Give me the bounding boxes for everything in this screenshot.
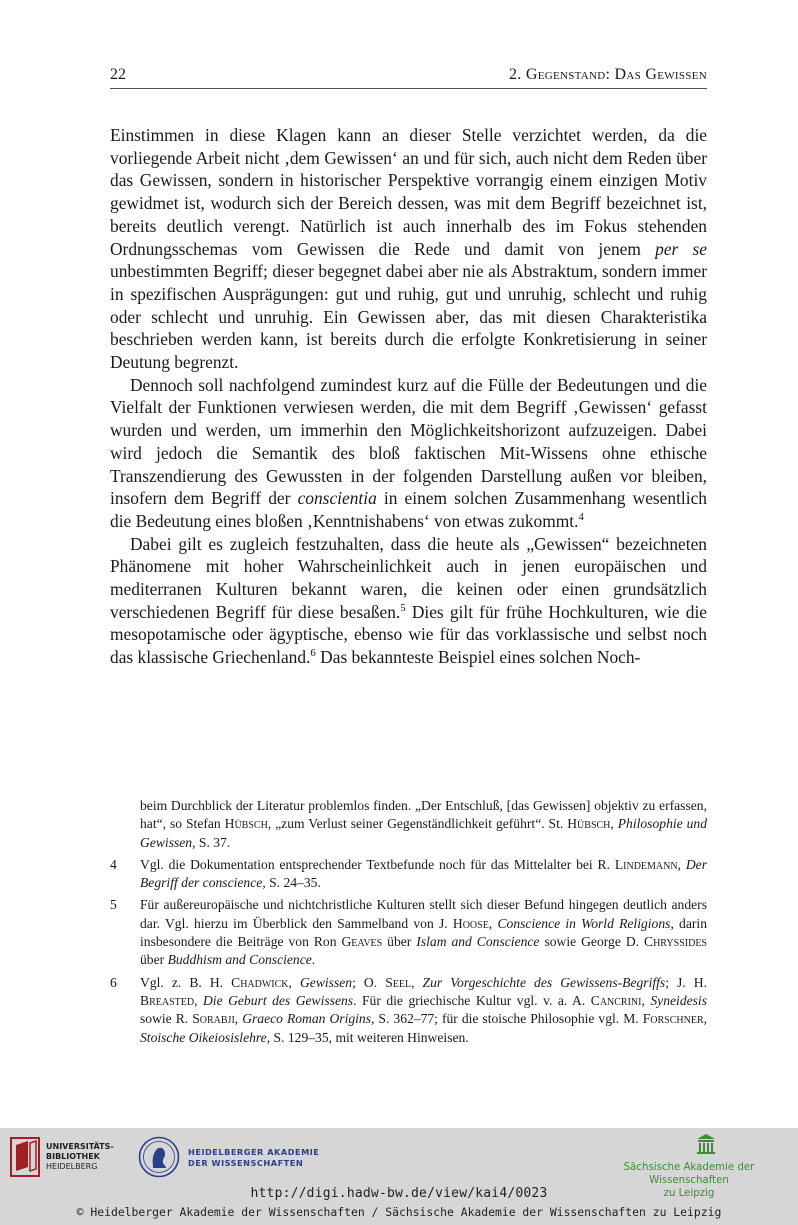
footnote-number: 5 — [110, 897, 117, 913]
page-number: 22 — [110, 66, 126, 83]
running-head: 2. Gegenstand: Das Gewissen — [508, 66, 707, 83]
page-header — [110, 66, 707, 89]
footnote-5: 5 Für außereuropäische und nichtchristliche Kulturen stellt sich dieser Befund hingegen deutlich anders dar. Vgl. hierzu im Überblick den Sammelband von J. Hoose, Conscience in World Religions, darin insbesondere die Beiträge von Ron Geaves über Islam and Conscience sowie George D. Chryssides über Buddhism and Conscience. — [110, 897, 707, 968]
hadw-logo-text: HEIDELBERGER AKADEMIE DER WISSENSCHAFTEN — [188, 1147, 320, 1168]
hadw-seal-icon — [138, 1136, 180, 1178]
footnote-ref-5[interactable]: 5 — [400, 601, 406, 614]
ub-logo-text: UNIVERSITÄTS- BIBLIOTHEK HEIDELBERG — [46, 1142, 114, 1171]
footnote-ref-6[interactable]: 6 — [310, 647, 316, 660]
footnote-4: 4 Vgl. die Dokumentation entsprechender Textbefunde noch für das Mittelalter bei R. Lindemann, Der Begriff der conscience, S. 24–35. — [110, 856, 708, 891]
footnote-number: 4 — [110, 856, 117, 872]
footnote-ref-4[interactable]: 4 — [578, 511, 584, 524]
footnotes — [110, 797, 707, 1051]
paragraph-2: Dennoch soll nachfolgend zumindest kurz auf die Fülle der Bedeutungen und die Vielfalt der Funktionen verwiesen werden, die mit dem Begriff ‚Gewissen‘ gefasst wurden und werden, um immerhin den Möglichkeitshorizont aufzuzeigen. Dabei wird jedoch die Semantik des bloß faktischen Mit-Wissens ohne ethische Transzendierung des Gewussten in der folgenden Darstellung außen vor bleiben, insofern dem Begriff der conscientia in einem solchen Zusammenhang wesentlich die Bedeutung eines bloßen ‚Kenntnishabens‘ von etwas zukommt.$^4$ — [110, 374, 707, 531]
digitization-footer — [0, 1128, 798, 1225]
paragraph-3: Dabei gilt es zugleich festzuhalten, dass die heute als „Gewissen“ bezeichneten Phänomene mit hoher Wahrscheinlichkeit auch in jenen europäischen und mediterranen Kulturen bekannt waren, die keinen oder einen grundsätzlich verschiedenen Begriff für diese besaßen.$^5$ Dies gilt für frühe Hochkulturen, wie die mesopotamische oder ägyptische, ebenso wie für das vorklassische und selbst noch das klassische Griechenland.$^6$ Das bekannteste Beispiel eines solchen Noch- — [110, 533, 708, 668]
saw-building-icon — [696, 1133, 716, 1155]
ub-logo-icon — [10, 1137, 40, 1177]
permalink-url[interactable]: http://digi.hadw-bw.de/view/kai4/0023 — [250, 1186, 548, 1201]
footnote-continuation: beim Durchblick der Literatur problemlos finden. „Der Entschluß, [das Gewissen] objektiv zu erfassen, hat“, so Stefan Hübsch, „zum Verlust seiner Gegenständlichkeit geführt“. St. Hübsch, Philosophie und Gewissen, S. 37. — [140, 798, 707, 850]
main-text — [110, 124, 707, 669]
paragraph-1: Einstimmen in diese Klagen kann an dieser Stelle verzichtet werden, da die vorliegende Arbeit nicht ‚dem Gewissen‘ an und für sich, auch nicht dem Reden über das Gewissen, sondern in historischer Perspektive vorrangig einem einzigen Motiv gewidmet ist, wodurch sich der Bereich dessen, was mit dem Begriff bezeichnet ist, bereits deutlich verengt. Natürlich ist auch innerhalb des im Fokus stehenden Ordnungsschemas vom Gewissen die Rede und damit von jenem per se unbestimmten Begriff; dieser begegnet dabei aber nie als Abstraktum, sondern immer in spezifischen Ausprägungen: gut und ruhig, gut und unruhig, schlecht und ruhig oder schlecht und unruhig. Ein Gewissen aber, das mit diesen Charakteristika beschrieben werden kann, ist bereits durch die erfolgte Konkretisierung in seiner Deutung begrenzt. — [110, 125, 707, 373]
footnote-6: 6 Vgl. z. B. H. Chadwick, Gewissen; O. Seel, Zur Vorgeschichte des Gewissens-Begriffs; J. H. Breasted, Die Geburt des Gewissens. Für die griechische Kultur vgl. v. a. A. Cancrini, Syneidesis sowie R. Sorabji, Graeco Roman Origins, S. 362–77; für die stoische Philosophie vgl. M. Forschner, Stoische Oikeiosislehre, S. 129–35, mit weiteren Hinweisen. — [110, 974, 708, 1045]
copyright-notice: © Heidelberger Akademie der Wissenschaften / Sächsische Akademie der Wissenschaften zu Leipzig — [76, 1205, 722, 1219]
footnote-number: 6 — [110, 974, 117, 990]
hadw-logo[interactable] — [138, 1136, 338, 1182]
ub-heidelberg-logo[interactable] — [10, 1137, 120, 1179]
saw-logo-text: Sächsische Akademie der Wissenschaften zu Leipzig — [623, 1162, 755, 1199]
